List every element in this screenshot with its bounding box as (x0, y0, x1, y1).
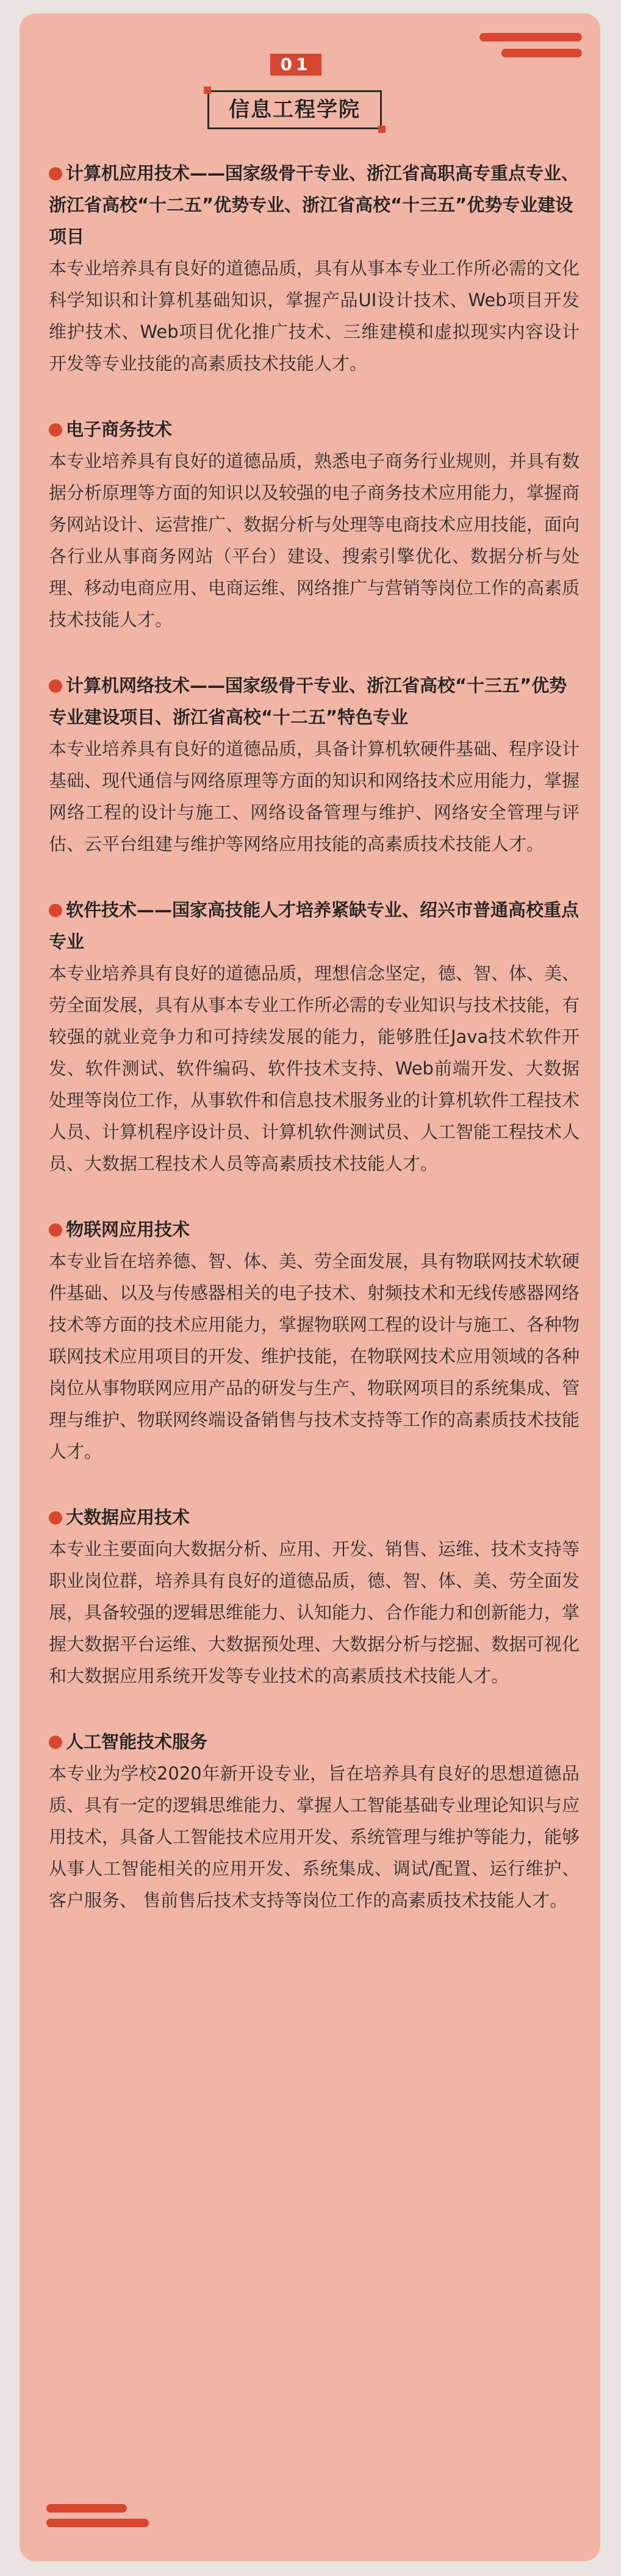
section-number-badge: 01 (270, 54, 321, 76)
major-description: 本专业为学校2020年新开设专业，旨在培养具有良好的思想道德品质、具有一定的逻辑思维能力、掌握人工智能基础专业理论知识与应用技术，具备人工智能技术应用开发、系统管理与维护等能力，能够从事人工智能相关的应用开发、系统集成、调试/配置、运行维护、客户服务、 售前售后技术支持等岗位工作的高素质技术技能人才。 (49, 1763, 580, 1911)
college-title: 信息工程学院 (229, 98, 361, 122)
bullet-dot-icon (49, 423, 62, 437)
major-title: 大数据应用技术 (66, 1507, 190, 1528)
bullet-dot-icon (49, 904, 62, 917)
major-title: 计算机网络技术——国家级骨干专业、浙江省高校“十三五”优势专业建设项目、浙江省高校“十二五”特色专业 (49, 675, 567, 728)
major-section (49, 1726, 580, 1916)
major-description: 本专业培养具有良好的道德品质，熟悉电子商务行业规则，并具有数据分析原理等方面的知识以及较强的电子商务技术应用能力，掌握商务网站设计、运营推广、数据分析与处理等电商技术应用技能，面向各行业从事商务网站（平台）建设、搜索引擎优化、数据分析与处理、移动电商应用、电商运维、网络推广与营销等岗位工作的高素质技术技能人才。 (49, 451, 580, 630)
major-description: 本专业培养具有良好的道德品质，具备计算机软硬件基础、程序设计基础、现代通信与网络原理等方面的知识和网络技术应用能力，掌握网络工程的设计与施工、网络设备管理与维护、网络安全管理与评估、云平台组建与维护等网络应用技能的高素质技术技能人才。 (49, 739, 580, 854)
major-description: 本专业旨在培养德、智、体、美、劳全面发展，具有物联网技术软硬件基础、以及与传感器相关的电子技术、射频技术和无线传感器网络技术等方面的技术应用能力，掌握物联网工程的设计与施工、各种物联网技术应用项目的开发、维护技能，在物联网技术应用领域的各种岗位从事物联网应用产品的研发与生产、物联网项目的系统集成、管理与维护、物联网终端设备销售与技术支持等工作的高素质技术技能人才。 (49, 1251, 580, 1462)
major-description: 本专业主要面向大数据分析、应用、开发、销售、运维、技术支持等职业岗位群，培养具有良好的道德品质，德、智、体、美、劳全面发展，具备较强的逻辑思维能力、认知能力、合作能力和创新能力，掌握大数据平台运维、大数据预处理、大数据分析与挖掘、数据可视化和大数据应用系统开发等专业技术的高素质技术技能人才。 (49, 1539, 580, 1686)
major-section (49, 894, 580, 1179)
college-title-box (207, 90, 382, 129)
major-section (49, 1214, 580, 1467)
bullet-dot-icon (49, 1223, 62, 1237)
major-description: 本专业培养具有良好的道德品质，具有从事本专业工作所必需的文化科学知识和计算机基础知识，掌握产品UI设计技术、Web项目开发维护技术、Web项目优化推广技术、三维建模和虚拟现实内容设计开发等专业技能的高素质技术技能人才。 (49, 258, 580, 374)
bottom-decoration-bar-1 (46, 2504, 127, 2513)
major-section (49, 1501, 580, 1692)
bottom-decoration-bar-2 (46, 2519, 149, 2527)
major-title: 计算机应用技术——国家级骨干专业、浙江省高职高专重点专业、浙江省高校“十二五”优势专业、浙江省高校“十三五”优势专业建设项目 (49, 163, 580, 247)
bullet-dot-icon (49, 1511, 62, 1525)
major-list (49, 157, 580, 1950)
major-title: 物联网应用技术 (66, 1219, 190, 1240)
major-title: 软件技术——国家高技能人才培养紧缺专业、绍兴市普通高校重点专业 (49, 900, 580, 952)
top-decoration-bar-2 (501, 49, 582, 57)
bullet-dot-icon (49, 167, 62, 181)
major-title: 电子商务技术 (66, 419, 173, 440)
top-decoration-bar-1 (479, 33, 582, 41)
bullet-dot-icon (49, 1736, 62, 1749)
major-section (49, 157, 580, 379)
bullet-dot-icon (49, 679, 62, 693)
major-section (49, 670, 580, 860)
major-section (49, 413, 580, 635)
major-title: 人工智能技术服务 (66, 1731, 208, 1752)
major-description: 本专业培养具有良好的道德品质，理想信念坚定，德、智、体、美、劳全面发展，具有从事本专业工作所必需的专业知识与技术技能，有较强的就业竞争力和可持续发展的能力，能够胜任Java技术软件开发、软件测试、软件编码、软件技术支持、Web前端开发、大数据处理等岗位工作，从事软件和信息技术服务业的计算机软件工程技术人员、计算机程序设计员、计算机软件测试员、人工智能工程技术人员、大数据工程技术人员等高素质技术技能人才。 (49, 963, 580, 1174)
